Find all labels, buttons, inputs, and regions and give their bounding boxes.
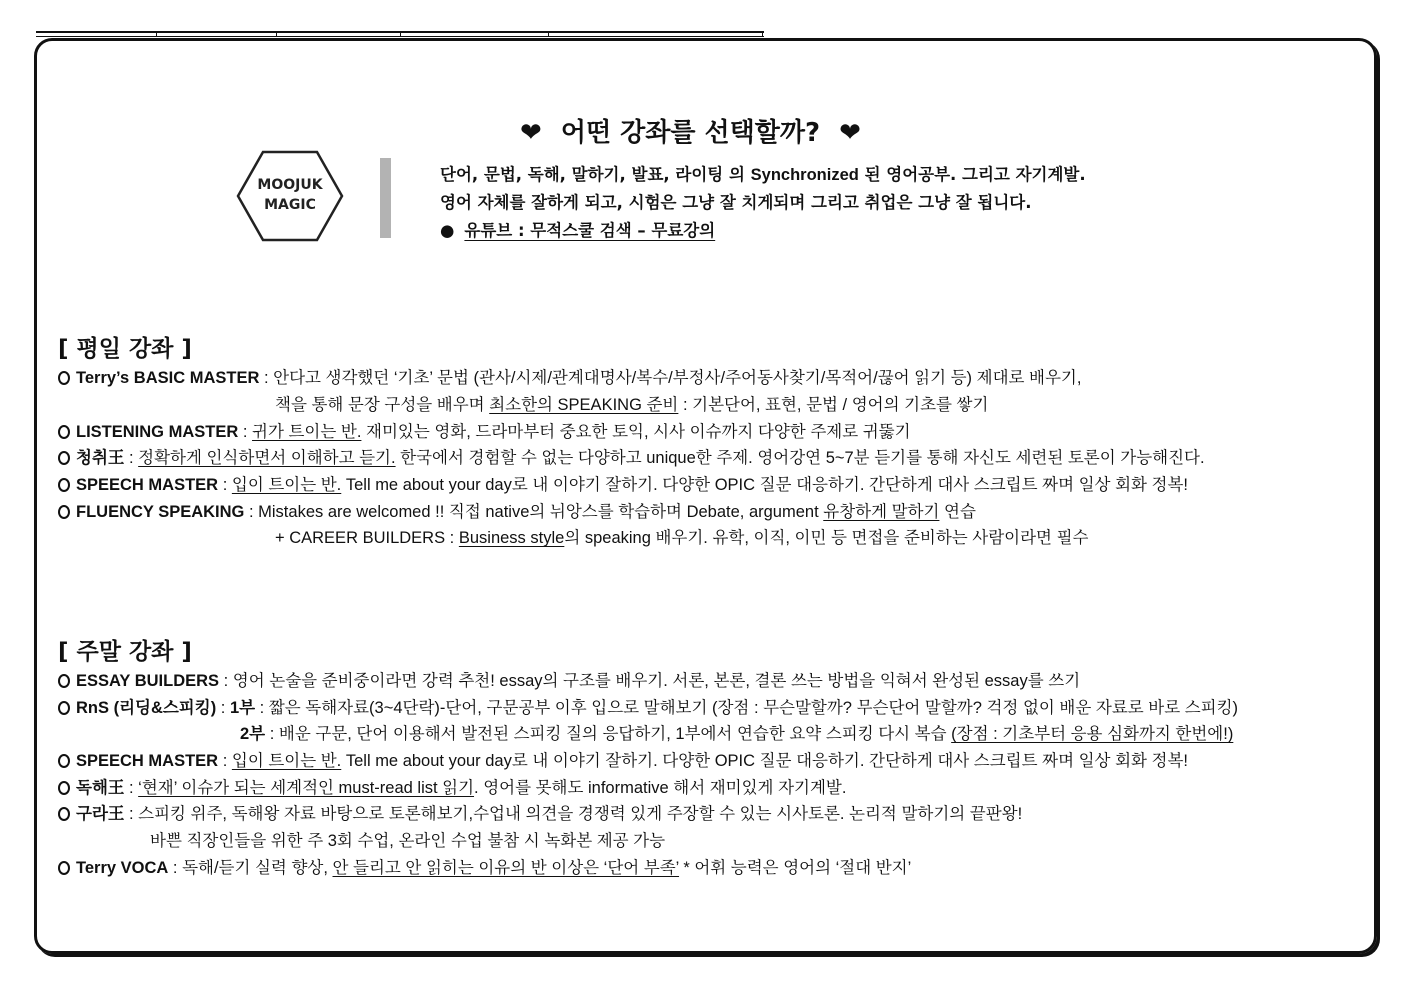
course-terry-voca: Terry VOCA : 독해/듣기 실력 향상, 안 들리고 안 읽히는 이유의 반 이상은 ‘단어 부족’ * 어휘 능력은 영어의 ‘절대 반지’: [58, 857, 911, 879]
course-dokhae: 독해王 : ‘현재’ 이슈가 되는 세계적인 must-read list 읽기. 영어를 못해도 informative 해서 재미있게 자기계발.: [58, 777, 846, 799]
youtube-line: [440, 217, 715, 241]
weekend-heading: [ 주말 강좌 ]: [58, 639, 192, 665]
course-rns: RnS (리딩&스피킹) : 1부 : 짧은 독해자료(3~4단락)-단어, 구문공부 이후 입으로 말해보기 (장점 : 무슨말할까? 무슨단어 말할까? 걱정 없이 배운 자료로 바로 스피킹): [58, 697, 1238, 719]
circle-bullet-icon: [58, 478, 70, 492]
circle-bullet-icon: [58, 371, 70, 385]
course-chwi: 청취王 : 정확하게 인식하면서 이해하고 듣기. 한국에서 경험할 수 없는 다양하고 unique한 주제. 영어강연 5~7분 듣기를 통해 자신도 세련된 토론이 가능해진다.: [58, 447, 1205, 469]
heart-icon: ❤: [839, 118, 861, 148]
course-gura: 구라王 : 스피킹 위주, 독해왕 자료 바탕으로 토론해보기,수업내 의견을 경쟁력 있게 주장할 수 있는 시사토론. 논리적 말하기의 끝판왕!: [58, 803, 1022, 825]
heart-icon: ❤: [520, 118, 542, 148]
weekday-heading: [ 평일 강좌 ]: [58, 336, 192, 362]
course-fluency-speaking: FLUENCY SPEAKING : Mistakes are welcomed !! 직접 native의 뉘앙스를 학습하며 Debate, argument 유창하게 말하기 연습: [58, 501, 976, 523]
vertical-divider: [380, 158, 391, 238]
circle-bullet-icon: [58, 781, 70, 795]
page-title: [520, 112, 861, 149]
logo-text: MOOJUK MAGIC: [257, 177, 323, 213]
circle-bullet-icon: [58, 425, 70, 439]
youtube-link[interactable]: 유튜브 : 무적스쿨 검색 – 무료강의: [464, 221, 716, 240]
course-basic-master: Terry’s BASIC MASTER : 안다고 생각했던 ‘기초’ 문법 (관사/시제/관계대명사/복수/부정사/주어동사찾기/목적어/끊어 읽기 등) 제대로 배우기,: [58, 367, 1081, 389]
circle-bullet-icon: [58, 451, 70, 465]
course-career-builders: + CAREER BUILDERS : Business style의 speaking 배우기. 유학, 이직, 이민 등 면접을 준비하는 사람이라면 필수: [275, 529, 1089, 547]
intro-line-1: 단어, 문법, 독해, 말하기, 발표, 라이팅 의 Synchronized 된 영어공부. 그리고 자기계발.: [440, 165, 1086, 184]
course-speech-master: SPEECH MASTER : 입이 트이는 반. Tell me about your day로 내 이야기 잘하기. 다양한 OPIC 질문 대응하기. 간단하게 대사 스크립트 짜며 일상 회화 정복!: [58, 474, 1188, 496]
intro-line-2: 영어 자체를 잘하게 되고, 시험은 그냥 잘 치게되며 그리고 취업은 그냥 잘 됩니다.: [440, 193, 1032, 212]
course-gura-line2: 바쁜 직장인들을 위한 주 3회 수업, 온라인 수업 불참 시 녹화본 제공 가능: [150, 832, 666, 850]
bullet-icon: ●: [440, 221, 455, 240]
course-listening-master: LISTENING MASTER : 귀가 트이는 반. 재미있는 영화, 드라마부터 중요한 토익, 시사 이슈까지 다양한 주제로 귀뚫기: [58, 421, 911, 443]
circle-bullet-icon: [58, 505, 70, 519]
circle-bullet-icon: [58, 701, 70, 715]
course-speech-master-weekend: SPEECH MASTER : 입이 트이는 반. Tell me about your day로 내 이야기 잘하기. 다양한 OPIC 질문 대응하기. 간단하게 대사 스크립트 짜며 일상 회화 정복!: [58, 750, 1188, 772]
top-rule: [36, 31, 764, 37]
course-essay-builders: ESSAY BUILDERS : 영어 논술을 준비중이라면 강력 추천! essay의 구조를 배우기. 서론, 본론, 결론 쓰는 방법을 익혀서 완성된 essay를 쓰기: [58, 670, 1080, 692]
circle-bullet-icon: [58, 807, 70, 821]
title-text: 어떤 강좌를 선택할까?: [560, 118, 821, 148]
circle-bullet-icon: [58, 754, 70, 768]
circle-bullet-icon: [58, 674, 70, 688]
course-rns-part2: 2부 : 배운 구문, 단어 이용해서 발전된 스피킹 질의 응답하기, 1부에서 연습한 요약 스피킹 다시 복습 (장점 : 기초부터 응용 심화까지 한번에!): [240, 725, 1234, 743]
course-basic-master-line2: 책을 통해 문장 구성을 배우며 최소한의 SPEAKING 준비 : 기본단어, 표현, 문법 / 영어의 기초를 쌓기: [275, 396, 989, 414]
circle-bullet-icon: [58, 861, 70, 875]
